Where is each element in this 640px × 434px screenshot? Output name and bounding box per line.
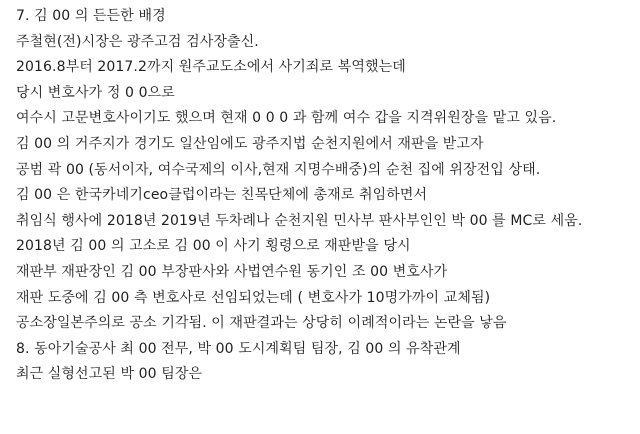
text-line: 2016.8부터 2017.2까지 원주교도소에서 사기죄로 복역했는데 (16, 59, 406, 76)
text-line: 당시 변호사가 정 0 0으로 (16, 84, 175, 101)
text-line: 2018년 김 00 의 고소로 김 00 이 사기 횡령으로 재판받을 당시 (16, 238, 411, 255)
text-line: 재판부 재판장인 김 00 부장판사와 사법연수원 동기인 조 00 변호사가 (16, 263, 448, 280)
text-line: 여수시 고문변호사이기도 했으며 현재 0 0 0 과 함께 여수 갑을 지격위원장을 맡고 있음. (16, 110, 557, 127)
text-line: 공범 곽 00 (동서이자, 여수국제의 이사,현재 지명수배중)의 순천 집에 위장전입 상태. (16, 161, 541, 178)
text-line: 김 00 은 한국카네기ceo클럽이라는 친목단체에 총재로 취임하면서 (16, 187, 428, 204)
section-heading-8: 8. 동아기술공사 최 00 전무, 박 00 도시계획팀 팀장, 김 00 의 유착관계 (16, 340, 461, 357)
text-line: 취임식 행사에 2018년 2019년 두차례나 순천지원 민사부 판사부인인 박 00 를 MC로 세움. (16, 212, 583, 229)
text-line: 재판 도중에 김 00 측 변호사로 선임되었는데 ( 변호사가 10명가까이 교체됨) (16, 289, 491, 306)
text-line: 공소장일본주의로 공소 기각됨. 이 재판결과는 상당히 이례적이라는 논란을 낳음 (16, 315, 507, 332)
text-line: 최근 실형선고된 박 00 팀장은 (16, 366, 203, 383)
section-heading-7: 7. 김 00 의 든든한 배경 (16, 8, 166, 24)
text-line: 주철현(전)시장은 광주고검 검사장출신. (16, 33, 259, 50)
text-line: 김 00 의 거주지가 경기도 일산임에도 광주지법 순천지원에서 재판을 받고자 (16, 135, 484, 152)
